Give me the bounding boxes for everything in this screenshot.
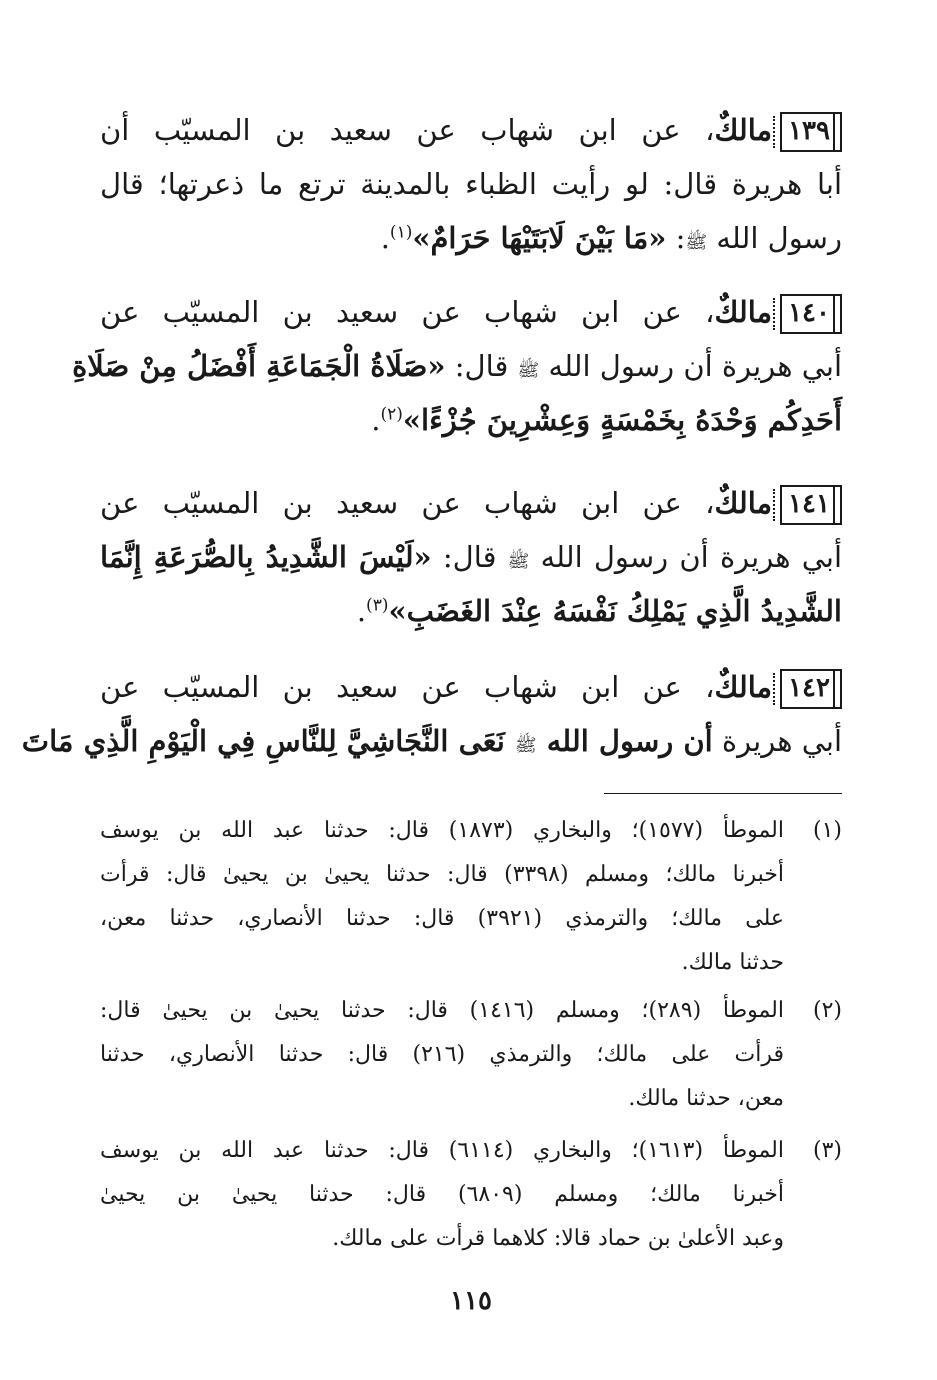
- page-number: ١١٥: [450, 1286, 492, 1316]
- hadith-text: رسول الله: [707, 221, 842, 255]
- hadith-text: .: [380, 221, 390, 255]
- hadith-number-box: ١٤١: [780, 485, 842, 525]
- footnote-ref[interactable]: (١): [389, 222, 413, 243]
- prophetic-saying: «صَلَاةُ الْجَمَاعَةِ أَفْضَلُ مِنْ صَلَاةِ: [72, 349, 446, 383]
- hadith-line: [100, 103, 842, 157]
- hadith-line: [100, 211, 842, 265]
- footnote-line: أخبرنا مالك؛ ومسلم (٣٣٩٨) قال: حدثنا يحيىٰ بن يحيىٰ قال: قرأت: [100, 862, 784, 887]
- salawat-symbol: ﷺ: [517, 360, 540, 381]
- narrator-name: مالكٌ: [714, 113, 773, 147]
- hadith-number-box: ١٣٩: [780, 112, 842, 152]
- hadith-text: ، عن ابن شهاب عن سعيد بن المسيّب عن: [100, 670, 715, 704]
- hadith-line: [100, 584, 842, 638]
- footnote-number: (٣): [812, 1138, 842, 1163]
- footnote-line: وعبد الأعلىٰ بن حماد قالا: كلاهما قرأت على مالك.: [332, 1226, 784, 1251]
- prophetic-saying: الشَّدِيدُ الَّذِي يَمْلِكُ نَفْسَهُ عِنْدَ الغَضَبِ»: [388, 594, 842, 628]
- footnote-divider: [604, 793, 842, 794]
- footnote-line: على مالك؛ والترمذي (٣٩٢١) قال: حدثنا الأنصاري، حدثنا معن،: [100, 906, 784, 931]
- salawat-symbol: ﷺ: [507, 551, 530, 572]
- footnote-line: الموطأ (٢٨٩)؛ ومسلم (١٤١٦) قال: حدثنا يحيىٰ بن يحيىٰ قال:: [100, 998, 784, 1023]
- hadith-text: ، عن ابن شهاب عن سعيد بن المسيّب أن: [100, 113, 715, 147]
- hadith-text: :: [666, 221, 686, 255]
- prophetic-saying: «لَيْسَ الشَّدِيدُ بِالصُّرَعَةِ إِنَّمَا: [100, 540, 432, 574]
- footnote-ref[interactable]: (٢): [380, 404, 403, 425]
- hadith-text: أبي هريرة أن رسول الله: [529, 540, 843, 574]
- hadith-text: قال:: [445, 349, 518, 383]
- hadith-line: [100, 476, 842, 530]
- salawat-symbol: ﷺ: [514, 735, 537, 756]
- narrator-name: مالكٌ: [714, 295, 773, 329]
- hadith-text-bold: نَعَى النَّجَاشِيَّ لِلنَّاسِ فِي الْيَوْمِ الَّذِي مَاتَ: [21, 724, 515, 758]
- book-page: [21, 0, 843, 1380]
- hadith-text: ، عن ابن شهاب عن سعيد بن المسيّب عن: [100, 295, 715, 329]
- hadith-text: ، عن ابن شهاب عن سعيد بن المسيّب عن: [100, 486, 715, 520]
- hadith-line: [100, 393, 842, 447]
- hadith-text: .: [371, 403, 381, 437]
- footnote-line: الموطأ (١٥٧٧)؛ والبخاري (١٨٧٣) قال: حدثنا عبد الله بن يوسف: [100, 818, 784, 843]
- hadith-line: [100, 530, 842, 584]
- footnote-line: معن، حدثنا مالك.: [628, 1086, 784, 1111]
- hadith-line: [100, 157, 842, 211]
- hadith-text: أبا هريرة قال: لو رأيت الظباء بالمدينة ترتع ما ذعرتها؛ قال: [100, 167, 842, 201]
- hadith-text: .: [356, 594, 367, 628]
- footnote-number: (٢): [812, 998, 842, 1023]
- hadith-line: [100, 285, 842, 339]
- prophetic-saying: أَحَدِكُم وَحْدَهُ بِخَمْسَةٍ وَعِشْرِينَ جُزْءًا»: [402, 403, 842, 437]
- hadith-line: [21, 714, 842, 768]
- footnote-ref[interactable]: (٣): [366, 595, 389, 616]
- hadith-text-bold: أن رسول الله: [536, 724, 713, 758]
- footnote-line: حدثنا مالك.: [681, 950, 784, 975]
- footnote-line: الموطأ (١٦١٣)؛ والبخاري (٦١١٤) قال: حدثنا عبد الله بن يوسف: [100, 1138, 784, 1163]
- footnote-line: قرأت على مالك؛ والترمذي (٢١٦) قال: حدثنا الأنصاري، حدثنا: [100, 1042, 785, 1067]
- hadith-text: أبي هريرة أن رسول الله: [539, 349, 842, 383]
- salawat-symbol: ﷺ: [685, 232, 708, 253]
- hadith-line: [72, 339, 842, 393]
- hadith-number-box: ١٤٢: [780, 669, 842, 709]
- hadith-text: أبي هريرة: [712, 724, 842, 758]
- narrator-name: مالكٌ: [714, 486, 773, 520]
- hadith-number-box: ١٤٠: [780, 294, 842, 334]
- footnote-number: (١): [812, 818, 842, 843]
- hadith-line: [100, 660, 842, 714]
- footnote-line: أخبرنا مالك؛ ومسلم (٦٨٠٩) قال: حدثنا يحيىٰ بن يحيىٰ: [100, 1182, 785, 1207]
- prophetic-saying: «مَا بَيْنَ لَابَتَيْهَا حَرَامٌ»: [412, 221, 667, 255]
- narrator-name: مالكٌ: [714, 670, 773, 704]
- hadith-text: قال:: [431, 540, 508, 574]
